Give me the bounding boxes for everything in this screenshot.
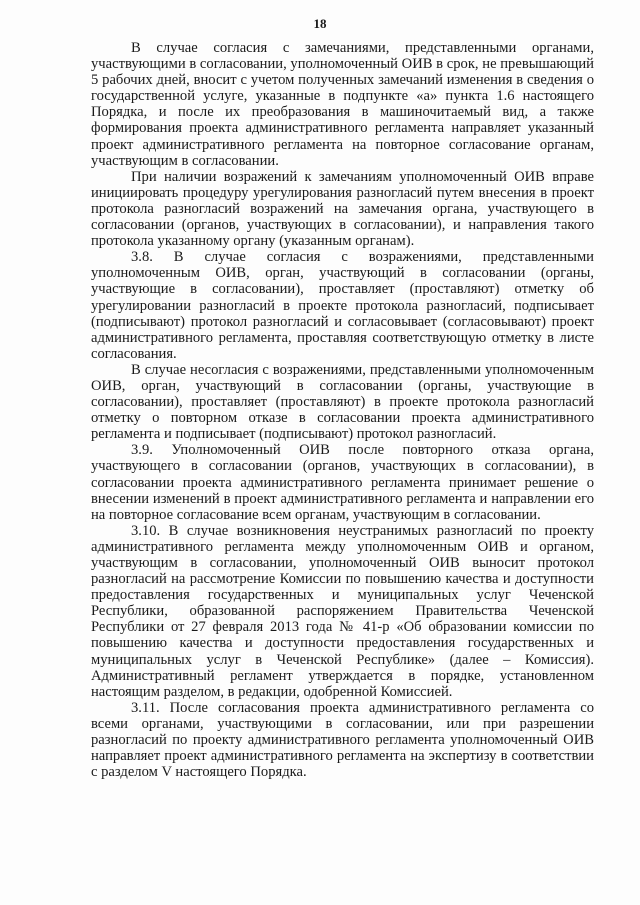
paragraph-3-8: 3.8. В случае согласия с возражениями, представленными уполномоченным ОИВ, орган, участвующий в согласовании (органы, участвующие в согласовании), проставляет (проставляют) отметку об урегулировании разногласий в проекте протокола разногласий, подписывает (подписывают) протокол разногласий и согласовывает (согласовывают) проект административного регламента, проставляя соответствующую отметку в листе согласования.: [91, 249, 594, 362]
page-number: 18: [313, 16, 327, 31]
paragraph-2: При наличии возражений к замечаниям уполномоченный ОИВ вправе инициировать процедуру урегулирования разногласий путем внесения в проект протокола разногласий возражений на замечания органа, участвующего в согласовании (органов, участвующих в согласовании), и направления такого протокола указанному органу (указанным органам).: [91, 168, 594, 250]
paragraph-3-9: 3.9. Уполномоченный ОИВ после повторного отказа органа, участвующего в согласовании (органов, участвующих в согласовании), в согласовании проекта административного регламента принимает решение о внесении изменений в проект административного регламента и направлении его на повторное согласование всем органам, участвующим в согласовании.: [91, 442, 594, 523]
document-body: [91, 40, 594, 780]
paragraph-4: В случае несогласия с возражениями, представленными уполномоченным ОИВ, орган, участвующий в согласовании (органы, участвующие в согласовании), проставляет (проставляют) в проекте протокола разногласий отметку о повторном отказе в согласовании проекта административного регламента и подписывает (подписывают) протокол разногласий.: [91, 361, 594, 443]
paragraph-1: В случае согласия с замечаниями, представленными органами, участвующими в согласовании, уполномоченный ОИВ в срок, не превышающий 5 рабочих дней, вносит с учетом полученных замечаний изменения в сведения о государственной услуге, указанные в подпункте «а» пункта 1.6 настоящего Порядка, и после их преобразования в машиночитаемый вид, а также формирования проекта административного регламента направляет указанный проект административного регламента на повторное согласование органам, участвующим в согласовании.: [91, 40, 594, 169]
paragraph-3-10: 3.10. В случае возникновения неустранимых разногласий по проекту административного регламента между уполномоченным ОИВ и органом, участвующим в согласовании, уполномоченный ОИВ выносит протокол разногласий на рассмотрение Комиссии по повышению качества и доступности предоставления государственных и муниципальных услуг Чеченской Республики, образованной распоряжением Правительства Чеченской Республики от 27 февраля 2013 года № 41-р «Об образовании комиссии по повышению качества и доступности предоставления государственных и муниципальных услуг в Чеченской Республике» (далее – Комиссия). Административный регламент утверждается в порядке, установленном настоящим разделом, в редакции, одобренной Комиссией.: [91, 522, 594, 700]
paragraph-3-11: 3.11. После согласования проекта административного регламента со всеми органами, участвующими в согласовании, или при разрешении разногласий по проекту административного регламента уполномоченный ОИВ направляет проект административного регламента на экспертизу в соответствии с разделом V настоящего Порядка.: [91, 699, 594, 781]
